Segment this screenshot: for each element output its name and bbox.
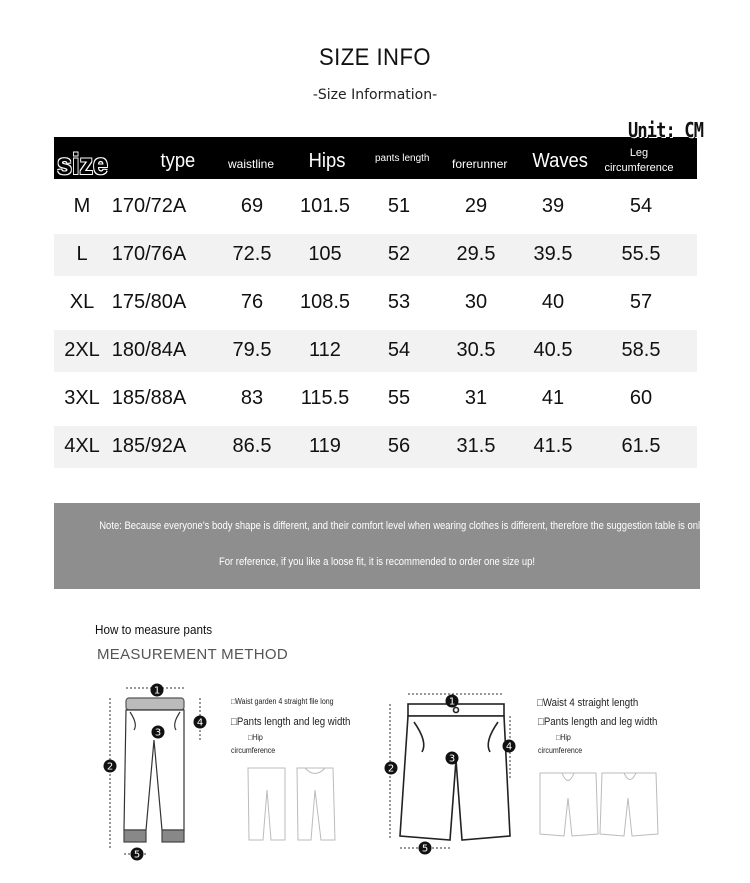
table-cell: 29: [464, 195, 488, 217]
table-cell: 83: [240, 387, 264, 409]
table-cell: 170/72A: [111, 195, 187, 217]
badge-2-shorts: 2: [387, 763, 395, 775]
shorts-label-2: □Pants length and leg width: [538, 716, 658, 728]
page-subtitle: -Size Information-: [312, 87, 438, 103]
long-pants-label-4: circumference: [231, 746, 276, 755]
note-line-2: For reference, if you like a loose fit, it is recommended to order one size up!: [218, 556, 535, 568]
col-header-hips: Hips: [308, 150, 346, 172]
table-cell: 2XL: [64, 339, 100, 361]
col-header-pants-length: pants length: [375, 153, 430, 164]
badge-3-shorts: 3: [448, 753, 456, 765]
table-cell: 175/80A: [111, 291, 187, 313]
table-cell: M: [73, 195, 91, 217]
shorts-label-4: circumference: [538, 746, 583, 755]
badge-5-shorts: 5: [421, 843, 429, 855]
table-cell: 180/84A: [111, 339, 187, 361]
table-cell: 185/88A: [111, 387, 187, 409]
col-header-size: size: [57, 148, 109, 181]
table-cell: 61.5: [621, 435, 661, 457]
table-cell: 57: [629, 291, 653, 313]
table-cell: 40.5: [533, 339, 573, 361]
table-cell: 72.5: [232, 243, 272, 265]
table-cell: 86.5: [232, 435, 272, 457]
badge-2-long: 2: [106, 761, 114, 773]
shorts-diagram: [378, 688, 523, 858]
table-cell: 31.5: [456, 435, 496, 457]
table-cell: 39: [541, 195, 565, 217]
long-pants-label-1: □Waist garden 4 straight file long: [231, 697, 334, 706]
table-cell: 53: [387, 291, 411, 313]
col-header-leg-circumference: [597, 146, 681, 176]
table-cell: 60: [629, 387, 653, 409]
table-cell: 55: [387, 387, 411, 409]
unit-label: Unit: CM: [628, 118, 704, 142]
table-cell: 51: [387, 195, 411, 217]
page-title: SIZE INFO: [318, 44, 432, 71]
table-cell: 54: [387, 339, 411, 361]
table-cell: 41: [541, 387, 565, 409]
long-pants-sketches: [245, 765, 340, 845]
table-cell: 3XL: [64, 387, 100, 409]
table-cell: 56: [387, 435, 411, 457]
table-cell: 4XL: [64, 435, 100, 457]
table-row: [54, 282, 697, 324]
note-line-1: Note: Because everyone's body shape is different, and their comfort level when wearing clothes is different, therefore the suggestion table is only: [99, 520, 705, 532]
table-cell: 31: [464, 387, 488, 409]
table-cell: 170/76A: [111, 243, 187, 265]
table-cell: 54: [629, 195, 653, 217]
table-cell: 105: [308, 243, 342, 265]
table-cell: 115.5: [300, 387, 350, 409]
table-cell: 41.5: [533, 435, 573, 457]
table-cell: 30.5: [456, 339, 496, 361]
measurement-method-heading: MEASUREMENT METHOD: [97, 646, 288, 663]
shorts-sketches: [536, 770, 661, 840]
table-row: [54, 234, 697, 276]
table-cell: 76: [240, 291, 264, 313]
table-cell: XL: [69, 291, 95, 313]
table-cell: 101.5: [299, 195, 351, 217]
long-pants-label-3: □Hip: [248, 733, 263, 742]
how-to-measure-heading: How to measure pants: [95, 622, 213, 637]
table-cell: 29.5: [456, 243, 496, 265]
col-header-type: type: [160, 150, 196, 172]
col-header-waves: Waves: [532, 150, 588, 172]
table-row: [54, 378, 697, 420]
badge-5-long: 5: [133, 849, 141, 861]
col-header-leg: Leg: [629, 147, 649, 159]
table-cell: 55.5: [621, 243, 661, 265]
badge-4-long: 4: [196, 717, 204, 729]
table-cell: 40: [541, 291, 565, 313]
table-cell: 58.5: [621, 339, 661, 361]
table-row: [54, 426, 697, 468]
table-cell: 69: [240, 195, 264, 217]
col-header-waistline: waistline: [228, 157, 275, 171]
table-cell: 108.5: [299, 291, 351, 313]
badge-4-shorts: 4: [505, 741, 513, 753]
table-cell: 52: [387, 243, 411, 265]
col-header-circumference: circumference: [604, 162, 674, 174]
long-pants-diagram: [96, 680, 226, 865]
table-row: [54, 186, 697, 228]
shorts-label-3: □Hip: [556, 733, 571, 742]
table-cell: 112: [309, 339, 341, 361]
table-cell: 119: [309, 435, 341, 457]
table-cell: 79.5: [232, 339, 272, 361]
table-row: [54, 330, 697, 372]
shorts-label-1: □Waist 4 straight length: [537, 697, 639, 709]
badge-3-long: 3: [154, 727, 162, 739]
table-cell: 39.5: [533, 243, 573, 265]
col-header-forerunner: forerunner: [452, 157, 508, 171]
badge-1-shorts: 1: [448, 696, 456, 708]
table-cell: 30: [464, 291, 488, 313]
table-cell: 185/92A: [111, 435, 187, 457]
badge-1-long: 1: [153, 685, 161, 697]
note-box: [54, 503, 705, 589]
table-cell: L: [76, 243, 88, 265]
long-pants-label-2: □Pants length and leg width: [231, 716, 351, 728]
